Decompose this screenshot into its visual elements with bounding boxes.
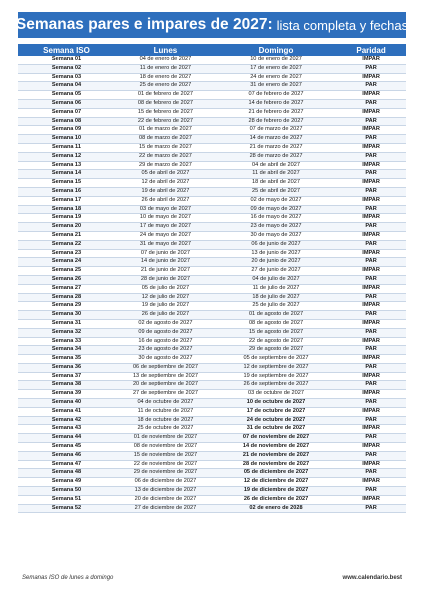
table-row [18, 451, 406, 460]
parity-cell: PAR [336, 311, 406, 320]
parity-cell: IMPAR [336, 337, 406, 346]
monday-cell: 28 de junio de 2027 [115, 275, 216, 284]
monday-cell: 12 de julio de 2027 [115, 293, 216, 302]
table-row [18, 390, 406, 399]
parity-cell: PAR [336, 434, 406, 443]
week-cell: Semana 03 [18, 73, 115, 82]
parity-cell: IMPAR [336, 91, 406, 100]
table-row [18, 328, 406, 337]
parity-cell: PAR [336, 504, 406, 513]
parity-cell: IMPAR [336, 249, 406, 258]
week-cell: Semana 10 [18, 135, 115, 144]
table-row [18, 487, 406, 496]
monday-cell: 01 de marzo de 2027 [115, 126, 216, 135]
monday-cell: 06 de diciembre de 2027 [115, 478, 216, 487]
week-cell: Semana 11 [18, 143, 115, 152]
sunday-cell: 04 de abril de 2027 [216, 161, 336, 170]
parity-cell: IMPAR [336, 143, 406, 152]
table-row [18, 460, 406, 469]
table-row [18, 152, 406, 161]
sunday-cell: 07 de marzo de 2027 [216, 126, 336, 135]
week-cell: Semana 45 [18, 443, 115, 452]
footer-note: Semanas ISO de lunes a domingo [22, 575, 114, 581]
table-row [18, 407, 406, 416]
monday-cell: 18 de octubre de 2027 [115, 416, 216, 425]
sunday-cell: 22 de agosto de 2027 [216, 337, 336, 346]
monday-cell: 25 de enero de 2027 [115, 82, 216, 91]
parity-cell: PAR [336, 82, 406, 91]
page-subtitle: lista completa y fechas [276, 17, 409, 33]
sunday-cell: 21 de noviembre de 2027 [216, 451, 336, 460]
week-cell: Semana 47 [18, 460, 115, 469]
monday-cell: 09 de agosto de 2027 [115, 328, 216, 337]
week-cell: Semana 30 [18, 311, 115, 320]
table-row [18, 293, 406, 302]
monday-cell: 19 de julio de 2027 [115, 302, 216, 311]
parity-cell: IMPAR [336, 478, 406, 487]
table-row [18, 179, 406, 188]
table-row [18, 355, 406, 364]
parity-cell: IMPAR [336, 56, 406, 64]
week-cell: Semana 39 [18, 390, 115, 399]
sunday-cell: 31 de enero de 2027 [216, 82, 336, 91]
table-row [18, 416, 406, 425]
monday-cell: 24 de mayo de 2027 [115, 231, 216, 240]
week-cell: Semana 51 [18, 495, 115, 504]
parity-cell: PAR [336, 258, 406, 267]
week-cell: Semana 04 [18, 82, 115, 91]
sunday-cell: 25 de abril de 2027 [216, 187, 336, 196]
parity-cell: PAR [336, 275, 406, 284]
monday-cell: 02 de agosto de 2027 [115, 319, 216, 328]
sunday-cell: 27 de junio de 2027 [216, 267, 336, 276]
parity-cell: IMPAR [336, 372, 406, 381]
parity-cell: PAR [336, 416, 406, 425]
sunday-cell: 26 de septiembre de 2027 [216, 381, 336, 390]
week-cell: Semana 25 [18, 267, 115, 276]
monday-cell: 26 de abril de 2027 [115, 196, 216, 205]
monday-cell: 17 de mayo de 2027 [115, 223, 216, 232]
page-title: Semanas pares e impares de 2027: [15, 16, 273, 33]
parity-cell: IMPAR [336, 284, 406, 293]
monday-cell: 06 de septiembre de 2027 [115, 363, 216, 372]
footer-website: www.calendario.best [342, 575, 402, 581]
sunday-cell: 05 de septiembre de 2027 [216, 355, 336, 364]
sunday-cell: 14 de marzo de 2027 [216, 135, 336, 144]
week-cell: Semana 08 [18, 117, 115, 126]
column-header-week: Semana ISO [18, 44, 115, 56]
sunday-cell: 19 de septiembre de 2027 [216, 372, 336, 381]
sunday-cell: 31 de octubre de 2027 [216, 425, 336, 434]
parity-cell: IMPAR [336, 126, 406, 135]
sunday-cell: 30 de mayo de 2027 [216, 231, 336, 240]
sunday-cell: 21 de febrero de 2027 [216, 108, 336, 117]
monday-cell: 13 de septiembre de 2027 [115, 372, 216, 381]
table-row [18, 363, 406, 372]
monday-cell: 08 de noviembre de 2027 [115, 443, 216, 452]
monday-cell: 27 de diciembre de 2027 [115, 504, 216, 513]
sunday-cell: 28 de febrero de 2027 [216, 117, 336, 126]
table-row [18, 240, 406, 249]
parity-cell: PAR [336, 64, 406, 73]
monday-cell: 14 de junio de 2027 [115, 258, 216, 267]
table-row [18, 82, 406, 91]
table-row [18, 64, 406, 73]
parity-cell: PAR [336, 152, 406, 161]
monday-cell: 22 de noviembre de 2027 [115, 460, 216, 469]
table-row [18, 425, 406, 434]
week-cell: Semana 23 [18, 249, 115, 258]
week-cell: Semana 41 [18, 407, 115, 416]
table-row [18, 346, 406, 355]
week-cell: Semana 01 [18, 56, 115, 64]
sunday-cell: 21 de marzo de 2027 [216, 143, 336, 152]
sunday-cell: 01 de agosto de 2027 [216, 311, 336, 320]
monday-cell: 05 de julio de 2027 [115, 284, 216, 293]
parity-cell: IMPAR [336, 319, 406, 328]
week-cell: Semana 26 [18, 275, 115, 284]
parity-cell: IMPAR [336, 302, 406, 311]
week-cell: Semana 18 [18, 205, 115, 214]
sunday-cell: 17 de octubre de 2027 [216, 407, 336, 416]
parity-cell: PAR [336, 381, 406, 390]
monday-cell: 21 de junio de 2027 [115, 267, 216, 276]
table-row [18, 143, 406, 152]
table-row [18, 117, 406, 126]
table-row [18, 170, 406, 179]
week-cell: Semana 42 [18, 416, 115, 425]
sunday-cell: 07 de noviembre de 2027 [216, 434, 336, 443]
parity-cell: IMPAR [336, 355, 406, 364]
sunday-cell: 25 de julio de 2027 [216, 302, 336, 311]
monday-cell: 11 de enero de 2027 [115, 64, 216, 73]
sunday-cell: 12 de septiembre de 2027 [216, 363, 336, 372]
table-row [18, 399, 406, 408]
parity-cell: PAR [336, 328, 406, 337]
sunday-cell: 26 de diciembre de 2027 [216, 495, 336, 504]
monday-cell: 04 de octubre de 2027 [115, 399, 216, 408]
monday-cell: 16 de agosto de 2027 [115, 337, 216, 346]
table-row [18, 196, 406, 205]
sunday-cell: 24 de octubre de 2027 [216, 416, 336, 425]
parity-cell: IMPAR [336, 214, 406, 223]
parity-cell: PAR [336, 135, 406, 144]
week-cell: Semana 27 [18, 284, 115, 293]
monday-cell: 19 de abril de 2027 [115, 187, 216, 196]
parity-cell: IMPAR [336, 231, 406, 240]
parity-cell: PAR [336, 399, 406, 408]
week-cell: Semana 13 [18, 161, 115, 170]
table-row [18, 478, 406, 487]
monday-cell: 10 de mayo de 2027 [115, 214, 216, 223]
table-row [18, 249, 406, 258]
parity-cell: PAR [336, 99, 406, 108]
sunday-cell: 16 de mayo de 2027 [216, 214, 336, 223]
sunday-cell: 28 de marzo de 2027 [216, 152, 336, 161]
week-cell: Semana 15 [18, 179, 115, 188]
monday-cell: 13 de diciembre de 2027 [115, 487, 216, 496]
week-cell: Semana 19 [18, 214, 115, 223]
monday-cell: 01 de febrero de 2027 [115, 91, 216, 100]
sunday-cell: 07 de febrero de 2027 [216, 91, 336, 100]
sunday-cell: 29 de agosto de 2027 [216, 346, 336, 355]
week-cell: Semana 37 [18, 372, 115, 381]
parity-cell: PAR [336, 187, 406, 196]
parity-cell: IMPAR [336, 73, 406, 82]
parity-cell: PAR [336, 469, 406, 478]
table-row [18, 108, 406, 117]
monday-cell: 20 de septiembre de 2027 [115, 381, 216, 390]
table-row [18, 223, 406, 232]
table-row [18, 319, 406, 328]
week-cell: Semana 46 [18, 451, 115, 460]
week-cell: Semana 31 [18, 319, 115, 328]
parity-cell: IMPAR [336, 390, 406, 399]
table-row [18, 381, 406, 390]
week-cell: Semana 35 [18, 355, 115, 364]
table-row [18, 302, 406, 311]
sunday-cell: 05 de diciembre de 2027 [216, 469, 336, 478]
table-row [18, 443, 406, 452]
week-cell: Semana 20 [18, 223, 115, 232]
parity-cell: IMPAR [336, 196, 406, 205]
parity-cell: IMPAR [336, 267, 406, 276]
sunday-cell: 14 de noviembre de 2027 [216, 443, 336, 452]
week-cell: Semana 21 [18, 231, 115, 240]
parity-cell: PAR [336, 205, 406, 214]
monday-cell: 31 de mayo de 2027 [115, 240, 216, 249]
sunday-cell: 19 de diciembre de 2027 [216, 487, 336, 496]
week-cell: Semana 40 [18, 399, 115, 408]
sunday-cell: 11 de abril de 2027 [216, 170, 336, 179]
table-row [18, 126, 406, 135]
week-cell: Semana 32 [18, 328, 115, 337]
monday-cell: 18 de enero de 2027 [115, 73, 216, 82]
week-cell: Semana 16 [18, 187, 115, 196]
monday-cell: 08 de febrero de 2027 [115, 99, 216, 108]
table-row [18, 99, 406, 108]
parity-cell: PAR [336, 487, 406, 496]
weeks-table [18, 44, 406, 513]
table-row [18, 205, 406, 214]
week-cell: Semana 36 [18, 363, 115, 372]
week-cell: Semana 33 [18, 337, 115, 346]
sunday-cell: 02 de enero de 2028 [216, 504, 336, 513]
week-cell: Semana 07 [18, 108, 115, 117]
monday-cell: 12 de abril de 2027 [115, 179, 216, 188]
monday-cell: 07 de junio de 2027 [115, 249, 216, 258]
table-row [18, 337, 406, 346]
table-row [18, 311, 406, 320]
week-cell: Semana 05 [18, 91, 115, 100]
table-row [18, 372, 406, 381]
parity-cell: IMPAR [336, 108, 406, 117]
table-row [18, 231, 406, 240]
week-cell: Semana 06 [18, 99, 115, 108]
title-bar [15, 12, 409, 38]
monday-cell: 04 de enero de 2027 [115, 56, 216, 64]
column-header-sunday: Domingo [216, 44, 336, 56]
monday-cell: 22 de marzo de 2027 [115, 152, 216, 161]
monday-cell: 29 de noviembre de 2027 [115, 469, 216, 478]
sunday-cell: 09 de mayo de 2027 [216, 205, 336, 214]
sunday-cell: 06 de junio de 2027 [216, 240, 336, 249]
sunday-cell: 17 de enero de 2027 [216, 64, 336, 73]
parity-cell: IMPAR [336, 161, 406, 170]
monday-cell: 15 de noviembre de 2027 [115, 451, 216, 460]
parity-cell: PAR [336, 240, 406, 249]
sunday-cell: 15 de agosto de 2027 [216, 328, 336, 337]
table-row [18, 135, 406, 144]
week-cell: Semana 43 [18, 425, 115, 434]
week-cell: Semana 09 [18, 126, 115, 135]
monday-cell: 25 de octubre de 2027 [115, 425, 216, 434]
sunday-cell: 24 de enero de 2027 [216, 73, 336, 82]
parity-cell: PAR [336, 451, 406, 460]
parity-cell: PAR [336, 363, 406, 372]
parity-cell: PAR [336, 117, 406, 126]
week-cell: Semana 02 [18, 64, 115, 73]
week-cell: Semana 34 [18, 346, 115, 355]
week-cell: Semana 22 [18, 240, 115, 249]
monday-cell: 01 de noviembre de 2027 [115, 434, 216, 443]
parity-cell: PAR [336, 293, 406, 302]
sunday-cell: 08 de agosto de 2027 [216, 319, 336, 328]
week-cell: Semana 29 [18, 302, 115, 311]
week-cell: Semana 52 [18, 504, 115, 513]
table-row [18, 504, 406, 513]
table-row [18, 56, 406, 64]
week-cell: Semana 12 [18, 152, 115, 161]
sunday-cell: 04 de julio de 2027 [216, 275, 336, 284]
table-row [18, 161, 406, 170]
parity-cell: IMPAR [336, 179, 406, 188]
parity-cell: PAR [336, 223, 406, 232]
parity-cell: IMPAR [336, 425, 406, 434]
sunday-cell: 10 de octubre de 2027 [216, 399, 336, 408]
table-row [18, 469, 406, 478]
parity-cell: IMPAR [336, 443, 406, 452]
table-row [18, 73, 406, 82]
monday-cell: 08 de marzo de 2027 [115, 135, 216, 144]
sunday-cell: 10 de enero de 2027 [216, 56, 336, 64]
column-header-parity: Paridad [336, 44, 406, 56]
table-row [18, 267, 406, 276]
sunday-cell: 14 de febrero de 2027 [216, 99, 336, 108]
table-row [18, 214, 406, 223]
monday-cell: 27 de septiembre de 2027 [115, 390, 216, 399]
monday-cell: 29 de marzo de 2027 [115, 161, 216, 170]
week-cell: Semana 14 [18, 170, 115, 179]
parity-cell: IMPAR [336, 407, 406, 416]
week-cell: Semana 38 [18, 381, 115, 390]
parity-cell: PAR [336, 346, 406, 355]
table-row [18, 187, 406, 196]
week-cell: Semana 44 [18, 434, 115, 443]
sunday-cell: 13 de junio de 2027 [216, 249, 336, 258]
monday-cell: 05 de abril de 2027 [115, 170, 216, 179]
monday-cell: 26 de julio de 2027 [115, 311, 216, 320]
parity-cell: IMPAR [336, 460, 406, 469]
week-cell: Semana 24 [18, 258, 115, 267]
sunday-cell: 18 de abril de 2027 [216, 179, 336, 188]
table-row [18, 91, 406, 100]
sunday-cell: 03 de octubre de 2027 [216, 390, 336, 399]
monday-cell: 30 de agosto de 2027 [115, 355, 216, 364]
table-body [18, 56, 406, 513]
week-cell: Semana 28 [18, 293, 115, 302]
table-row [18, 495, 406, 504]
sunday-cell: 18 de julio de 2027 [216, 293, 336, 302]
parity-cell: IMPAR [336, 495, 406, 504]
sunday-cell: 11 de julio de 2027 [216, 284, 336, 293]
monday-cell: 22 de febrero de 2027 [115, 117, 216, 126]
sunday-cell: 23 de mayo de 2027 [216, 223, 336, 232]
parity-cell: PAR [336, 170, 406, 179]
monday-cell: 15 de febrero de 2027 [115, 108, 216, 117]
monday-cell: 11 de octubre de 2027 [115, 407, 216, 416]
week-cell: Semana 49 [18, 478, 115, 487]
table-row [18, 258, 406, 267]
table-row [18, 284, 406, 293]
sunday-cell: 02 de mayo de 2027 [216, 196, 336, 205]
sunday-cell: 28 de noviembre de 2027 [216, 460, 336, 469]
monday-cell: 23 de agosto de 2027 [115, 346, 216, 355]
table-header-row [18, 44, 406, 56]
monday-cell: 03 de mayo de 2027 [115, 205, 216, 214]
monday-cell: 20 de diciembre de 2027 [115, 495, 216, 504]
column-header-monday: Lunes [115, 44, 216, 56]
table-row [18, 275, 406, 284]
monday-cell: 15 de marzo de 2027 [115, 143, 216, 152]
week-cell: Semana 50 [18, 487, 115, 496]
week-cell: Semana 48 [18, 469, 115, 478]
sunday-cell: 20 de junio de 2027 [216, 258, 336, 267]
sunday-cell: 12 de diciembre de 2027 [216, 478, 336, 487]
table-row [18, 434, 406, 443]
week-cell: Semana 17 [18, 196, 115, 205]
